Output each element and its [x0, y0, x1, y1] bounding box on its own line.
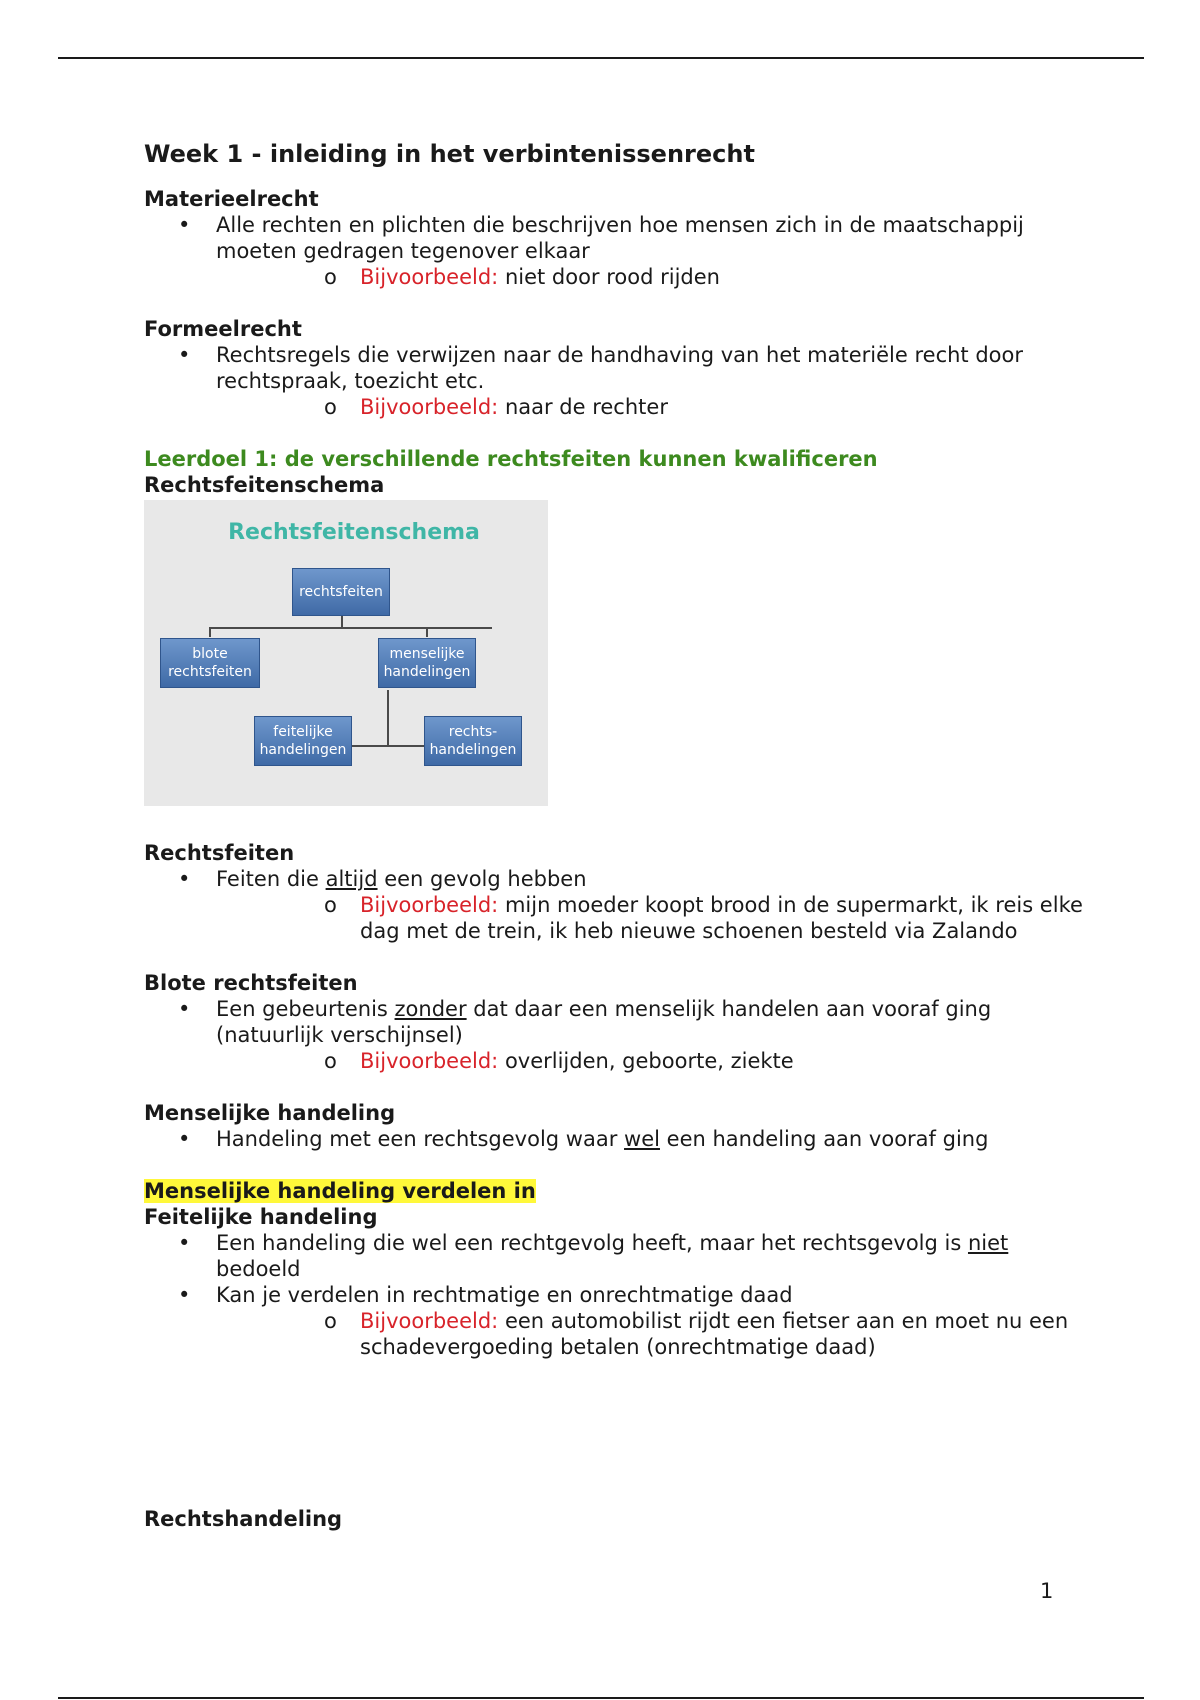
list-item: [144, 342, 1084, 420]
list-item: [144, 1282, 1084, 1360]
underlined-word: zonder: [394, 997, 467, 1021]
heading-rechtshandeling: Rechtshandeling: [144, 1507, 343, 1531]
heading-rechtsfeiten: Rechtsfeiten: [144, 841, 295, 865]
underlined-word: niet: [967, 1231, 1009, 1255]
connector-left-down: [209, 627, 211, 637]
document-body: [144, 138, 1084, 1532]
diagram-box-feitelijke-handelingen: feitelijke handelingen: [254, 716, 352, 766]
sublist: [216, 1048, 1084, 1074]
diagram-title: Rechtsfeitenschema: [228, 520, 480, 545]
list-item: [144, 866, 1084, 944]
example-label: Bijvoorbeeld:: [360, 1049, 499, 1073]
list-rechtsfeiten: [144, 866, 1084, 944]
document-title: Week 1 - inleiding in het verbintenissenrecht: [144, 140, 755, 168]
list-item-text: een handeling aan vooraf ging: [659, 1127, 989, 1151]
example-label: Bijvoorbeeld:: [360, 893, 499, 917]
list-feitelijke-handeling: [144, 1230, 1084, 1360]
list-item-text: Handeling met een rechtsgevolg waar: [216, 1127, 625, 1151]
list-item-text: Kan je verdelen in rechtmatige en onrechtmatige daad: [216, 1283, 793, 1307]
sublist-item: [216, 892, 1084, 944]
diagram-box-rechtshandelingen: rechts- handelingen: [424, 716, 522, 766]
heading-menselijke-handeling: Menselijke handeling: [144, 1101, 396, 1125]
example-label: Bijvoorbeeld:: [360, 1309, 499, 1333]
connector-menselijk-down: [387, 690, 389, 746]
bottom-rule: [58, 1697, 1144, 1699]
sublist-item: [216, 394, 1084, 420]
sublist: [216, 264, 1084, 290]
connector-level1-horizontal: [209, 627, 492, 629]
list-item-text: Alle rechten en plichten die beschrijven hoe mensen zich in de maatschappij moeten gedragen tegenover elkaar: [216, 213, 1024, 263]
sublist: [216, 892, 1084, 944]
example-label: Bijvoorbeeld:: [360, 265, 499, 289]
underlined-word: wel: [624, 1127, 660, 1151]
sublist-item: [216, 1308, 1084, 1360]
list-item-text: Een gebeurtenis: [216, 997, 395, 1021]
highlighted-heading: Menselijke handeling verdelen in: [144, 1179, 536, 1203]
top-rule: [58, 57, 1144, 59]
sublist: [216, 1308, 1084, 1360]
list-item-text: Rechtsregels die verwijzen naar de handhaving van het materiële recht door rechtspraak, toezicht etc.: [216, 343, 1023, 393]
list-item: [144, 1230, 1084, 1282]
list-item: [144, 996, 1084, 1074]
diagram-box-rechtsfeiten: rechtsfeiten: [292, 568, 390, 616]
sublist-item: [216, 264, 1084, 290]
diagram-box-blote-rechtsfeiten: blote rechtsfeiten: [160, 638, 260, 688]
heading-verdelen-in: [144, 1178, 1084, 1204]
sublist: [216, 394, 1084, 420]
connector-right-down: [426, 627, 428, 637]
list-item-text: een gevolg hebben: [377, 867, 587, 891]
heading-materieelrecht: Materieelrecht: [144, 187, 319, 211]
diagram-box-menselijke-handelingen: menselijke handelingen: [378, 638, 476, 688]
list-materieelrecht: [144, 212, 1084, 290]
underlined-word: altijd: [325, 867, 378, 891]
heading-blote-rechtsfeiten: Blote rechtsfeiten: [144, 971, 358, 995]
learning-goal: Leerdoel 1: de verschillende rechtsfeiten kunnen kwalificeren: [144, 447, 878, 471]
rechtsfeiten-diagram: [144, 500, 548, 806]
example-text: niet door rood rijden: [504, 265, 720, 289]
example-text: overlijden, geboorte, ziekte: [504, 1049, 794, 1073]
example-text: naar de rechter: [504, 395, 668, 419]
list-item-text: Een handeling die wel een rechtgevolg heeft, maar het rechtsgevolg is: [216, 1231, 968, 1255]
list-item-text: dat daar een menselijk handelen aan vooraf ging (natuurlijk verschijnsel): [216, 997, 992, 1047]
heading-feitelijke-handeling: Feitelijke handeling: [144, 1205, 378, 1229]
example-label: Bijvoorbeeld:: [360, 395, 499, 419]
connector-root-down: [341, 614, 343, 628]
list-item-text: bedoeld: [216, 1257, 301, 1281]
list-item: [144, 1126, 1084, 1152]
heading-rechtsfeitenschema: Rechtsfeitenschema: [144, 473, 385, 497]
example-text: mijn moeder koopt brood in de supermarkt, ik reis elke dag met de trein, ik heb nieuwe schoenen besteld via Zalando: [360, 893, 1083, 943]
sublist-item: [216, 1048, 1084, 1074]
example-text: een automobilist rijdt een fietser aan en moet nu een schadevergoeding betalen (onrechtmatige daad): [360, 1309, 1069, 1359]
list-item-text: Feiten die: [216, 867, 326, 891]
page-number: 1: [1040, 1579, 1054, 1603]
heading-formeelrecht: Formeelrecht: [144, 317, 302, 341]
list-formeelrecht: [144, 342, 1084, 420]
list-menselijke-handeling: [144, 1126, 1084, 1152]
list-item: [144, 212, 1084, 290]
list-blote-rechtsfeiten: [144, 996, 1084, 1074]
